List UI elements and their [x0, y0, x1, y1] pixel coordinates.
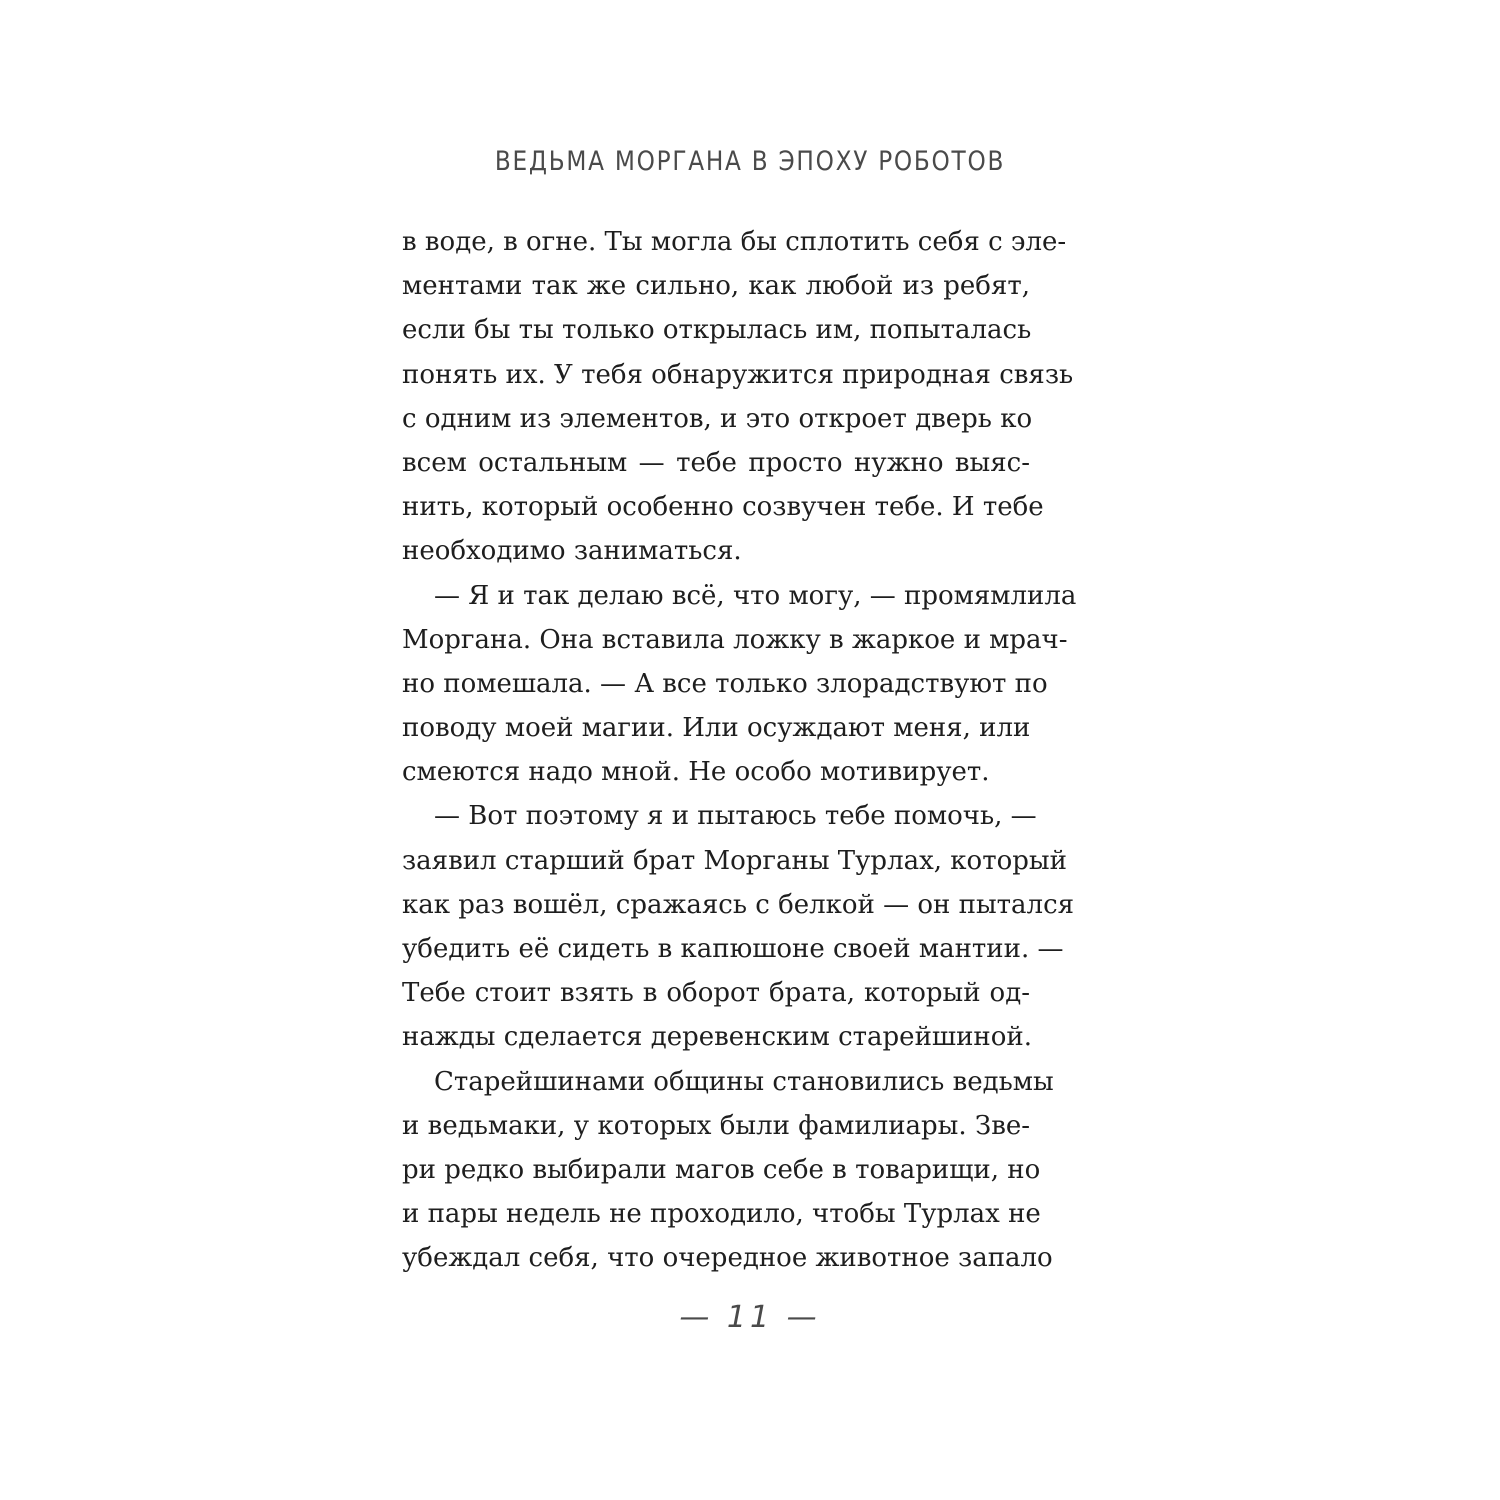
- text-line: ментами так же сильно, как любой из ребят,: [402, 271, 1030, 302]
- text-line: — Вот поэтому я и пытаюсь тебе помочь, —: [434, 801, 1037, 832]
- text-line: как раз вошёл, сражаясь с белкой — он пытался: [402, 889, 1075, 920]
- text-line: Моргана. Она вставила ложку в жаркое и мрач-: [402, 624, 1068, 655]
- text-line: нить, который особенно созвучен тебе. И тебе: [402, 492, 1044, 523]
- text-line: заявил старший брат Морганы Турлах, который: [402, 845, 1067, 876]
- text-line: смеются надо мной. Не особо мотивирует.: [402, 757, 990, 788]
- text-line: если бы ты только открылась им, попыталась: [402, 315, 1032, 346]
- text-line: всем остальным — тебе просто нужно выяс-: [402, 447, 1030, 478]
- text-line: понять их. У тебя обнаружится природная связь: [402, 359, 1074, 390]
- text-line: поводу моей магии. Или осуждают меня, или: [402, 713, 1031, 744]
- text-line: с одним из элементов, и это откроет дверь ко: [402, 403, 1033, 434]
- text-line: — Я и так делаю всё, что могу, — промямлила: [434, 580, 1077, 611]
- text-line: Тебе стоит взять в оборот брата, который од-: [402, 978, 1030, 1009]
- text-line: ри редко выбирали магов себе в товарищи, но: [402, 1154, 1041, 1185]
- text-line: Старейшинами общины становились ведьмы: [434, 1066, 1054, 1097]
- text-line: но помешала. — А все только злорадствуют по: [402, 668, 1048, 699]
- page-number: — 11 —: [679, 1300, 821, 1335]
- running-head: ВЕДЬМА МОРГАНА В ЭПОХУ РОБОТОВ: [494, 146, 1006, 177]
- text-line: нажды сделается деревенским старейшиной.: [402, 1022, 1032, 1053]
- text-line: и ведьмаки, у которых были фамилиары. Зве-: [402, 1110, 1030, 1141]
- text-line: убедить её сидеть в капюшоне своей мантии. —: [402, 934, 1064, 964]
- text-line: и пары недель не проходило, чтобы Турлах не: [402, 1199, 1041, 1230]
- text-line: необходимо заниматься.: [402, 536, 742, 567]
- body-text: [402, 220, 1077, 1281]
- text-line: в воде, в огне. Ты могла бы сплотить себя с эле-: [402, 227, 1067, 257]
- text-line: убеждал себя, что очередное животное запало: [402, 1243, 1053, 1274]
